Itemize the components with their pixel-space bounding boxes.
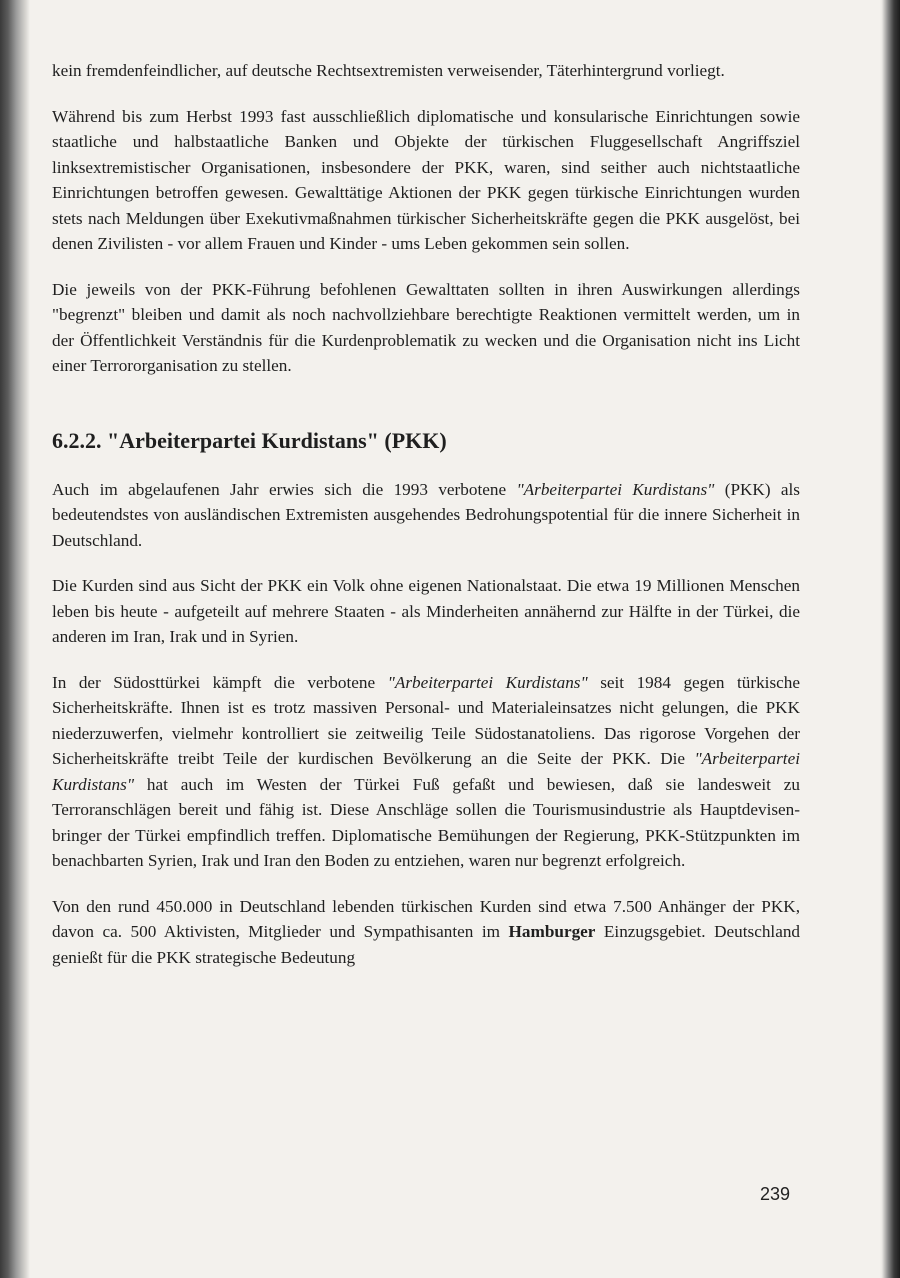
paragraph-7-text-a: Von den rund 450.000 in Deutschland lebenden türkischen Kurden sind etwa 7.500 Anhänger der PKK, davon ca. 500 Aktivisten, Mitglieder und Sympathisanten im	[52, 896, 800, 941]
paragraph-6-text-b: seit 1984 gegen türkische Sicherheitskräfte. Ihnen ist es trotz massiven Personal- und Materialeinsatzes nicht gelungen, die PKK niederzuwerfen, vielmehr kontrolliert sie zeitweilig Teile Südostanatoliens. Das rigorose Vorgehen der Sicherheitskräfte treibt Teile der kurdischen Bevölkerung an die Seite der PKK. Die	[52, 672, 800, 768]
paragraph-3: Die jeweils von der PKK-Führung befohlenen Gewalttaten sollten in ihren Auswirkungen allerdings "begrenzt" bleiben und damit als noch nachvollziehbare berechtigte Reaktionen vermittelt werden, um in der Öffentlichkeit Verständnis für die Kurdenproblematik zu wecken und die Organisation nicht ins Licht einer Terrororganisation zu stellen.	[52, 279, 800, 375]
page-edge-shadow	[880, 0, 900, 1278]
paragraph-2: Während bis zum Herbst 1993 fast ausschließlich diplomatische und konsularische Einrichtungen sowie staatliche und halbstaatliche Banken und Objekte der türkischen Fluggesellschaft Angriffsziel linksextremistischer Organisationen, insbesondere der PKK, waren, sind seither auch nichtstaatliche Einrichtungen betroffen gewesen. Gewalttätige Aktionen der PKK gegen türkische Einrichtungen wurden stets nach Meldungen über Exekutivmaßnahmen türkischer Sicherheitskräfte gegen die PKK ausgelöst, bei denen Zivilisten - vor allem Frauen und Kinder - ums Leben gekommen sein sollen.	[52, 106, 800, 253]
paragraph-4-text-b: (PKK) als bedeutendstes von ausländischen Extremisten ausgehendes Bedrohungspotential für die innere Sicherheit in Deutschland.	[52, 479, 800, 550]
paragraph-1: kein fremdenfeindlicher, auf deutsche Rechtsextremisten verweisender, Täterhintergrund vorliegt.	[52, 61, 725, 80]
paragraph-4-text-a: Auch im abgelaufenen Jahr erwies sich die 1993 verbotene	[52, 479, 517, 499]
paragraph-6-italic-2: "Arbeiterpartei Kurdistans"	[52, 749, 800, 794]
page-binding-shadow	[0, 0, 30, 1278]
paragraph-4-italic: "Arbeiterpartei Kurdistans"	[516, 479, 715, 499]
page-number: 239	[759, 1184, 790, 1204]
paragraph-5: Die Kurden sind aus Sicht der PKK ein Volk ohne eigenen Nationalstaat. Die etwa 19 Millionen Menschen leben bis heute - aufgeteilt auf mehrere Staaten - als Minderheiten annähernd zur Hälfte in der Türkei, die anderen im Iran, Irak und in Syrien.	[52, 576, 800, 646]
paragraph-4	[52, 477, 800, 554]
paragraph-6-text-a: In der Südosttürkei kämpft die verbotene	[52, 672, 388, 692]
section-heading: 6.2.2. "Arbeiterpartei Kurdistans" (PKK)	[52, 427, 447, 453]
paragraph-6-text-c: hat auch im Westen der Türkei Fuß gefaßt und bewiesen, daß sie landesweit zu Terroranschlägen bereit und fähig ist. Diese Anschläge sollen die Tourismusindustrie als Hauptdevisenbringer der Türkei empfindlich treffen. Diplomatische Bemühungen der Regierung, PKK-Stützpunkten im benachbarten Syrien, Irak und Iran den Boden zu entziehen, waren nur begrenzt erfolgreich.	[52, 774, 800, 870]
paragraph-7-bold: Hamburger	[508, 922, 596, 941]
paragraph-6-italic-1: "Arbeiterpartei Kurdistans"	[387, 672, 588, 692]
paragraph-6	[52, 670, 800, 874]
paragraph-7-text-b: Einzugsgebiet. Deutschland genießt für die PKK strategische Bedeutung	[52, 922, 801, 967]
paragraph-7	[52, 894, 800, 971]
page-content	[52, 58, 800, 970]
